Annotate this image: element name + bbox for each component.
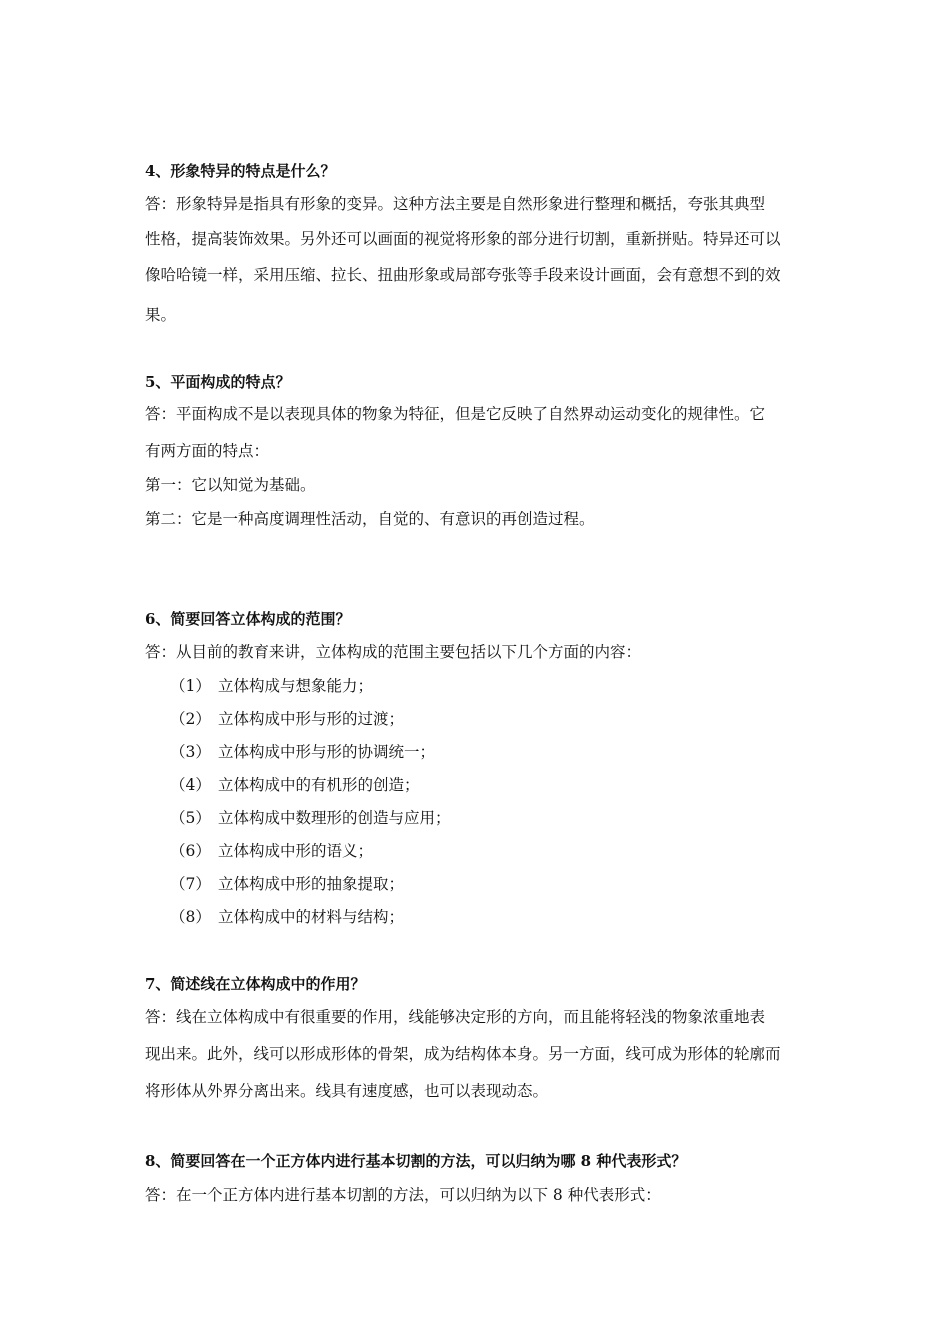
- list-item: [170, 741, 435, 763]
- question-7-answer-line: 将形体从外界分离出来。线具有速度感，也可以表现动态。: [145, 1082, 549, 1100]
- list-item: [170, 675, 373, 697]
- question-4-answer-line: 果。: [145, 306, 177, 324]
- question-5-answer-line: 有两方面的特点：: [145, 442, 270, 460]
- list-item: [170, 840, 373, 862]
- question-6-intro: 答：从目前的教育来讲，立体构成的范围主要包括以下几个方面的内容：: [145, 643, 642, 661]
- question-8-answer-line: 答：在一个正方体内进行基本切割的方法，可以归纳为以下 8 种代表形式：: [145, 1186, 661, 1204]
- list-item-number: （2）: [170, 710, 211, 728]
- list-item-text: 立体构成中形的语义；: [218, 842, 374, 860]
- list-item: [170, 774, 420, 796]
- list-item-text: 立体构成中的材料与结构；: [218, 908, 405, 926]
- question-7-title: 7、简述线在立体构成中的作用？: [145, 975, 366, 993]
- question-5-title: 5、平面构成的特点？: [145, 373, 291, 391]
- question-4-answer-line: 性格，提高装饰效果。另外还可以画面的视觉将形象的部分进行切割，重新拼贴。特异还可以: [145, 230, 781, 248]
- list-item: [170, 708, 404, 730]
- question-4-title: 4、形象特异的特点是什么？: [145, 162, 336, 180]
- list-item-number: （6）: [170, 842, 211, 860]
- list-item: [170, 906, 404, 928]
- question-4-answer-line: 像哈哈镜一样，采用压缩、拉长、扭曲形象或局部夸张等手段来设计画面，会有意想不到的效: [145, 266, 781, 284]
- list-item-text: 立体构成中数理形的创造与应用；: [218, 809, 451, 827]
- question-4-answer-line: 答：形象特异是指具有形象的变异。这种方法主要是自然形象进行整理和概括，夸张其典型: [145, 195, 766, 213]
- question-5-answer-line: 第二：它是一种高度调理性活动，自觉的、有意识的再创造过程。: [145, 510, 595, 528]
- list-item-text: 立体构成中形与形的协调统一；: [218, 743, 436, 761]
- question-8-title: 8、简要回答在一个正方体内进行基本切割的方法，可以归纳为哪 8 种代表形式？: [145, 1152, 687, 1170]
- list-item-number: （5）: [170, 809, 211, 827]
- list-item-text: 立体构成中的有机形的创造；: [218, 776, 420, 794]
- list-item-number: （4）: [170, 776, 211, 794]
- list-item-number: （8）: [170, 908, 211, 926]
- list-item: [170, 873, 404, 895]
- list-item: [170, 807, 451, 829]
- question-7-answer-line: 现出来。此外，线可以形成形体的骨架，成为结构体本身。另一方面，线可成为形体的轮廓而: [145, 1045, 781, 1063]
- list-item-text: 立体构成与想象能力；: [218, 677, 374, 695]
- question-5-answer-line: 答：平面构成不是以表现具体的物象为特征，但是它反映了自然界动运动变化的规律性。它: [145, 405, 766, 423]
- question-7-answer-line: 答：线在立体构成中有很重要的作用，线能够决定形的方向，而且能将轻浅的物象浓重地表: [145, 1008, 766, 1026]
- question-6-title: 6、简要回答立体构成的范围？: [145, 610, 351, 628]
- list-item-text: 立体构成中形与形的过渡；: [218, 710, 405, 728]
- list-item-number: （3）: [170, 743, 211, 761]
- question-5-answer-line: 第一：它以知觉为基础。: [145, 476, 316, 494]
- list-item-number: （7）: [170, 875, 211, 893]
- list-item-number: （1）: [170, 677, 211, 695]
- list-item-text: 立体构成中形的抽象提取；: [218, 875, 405, 893]
